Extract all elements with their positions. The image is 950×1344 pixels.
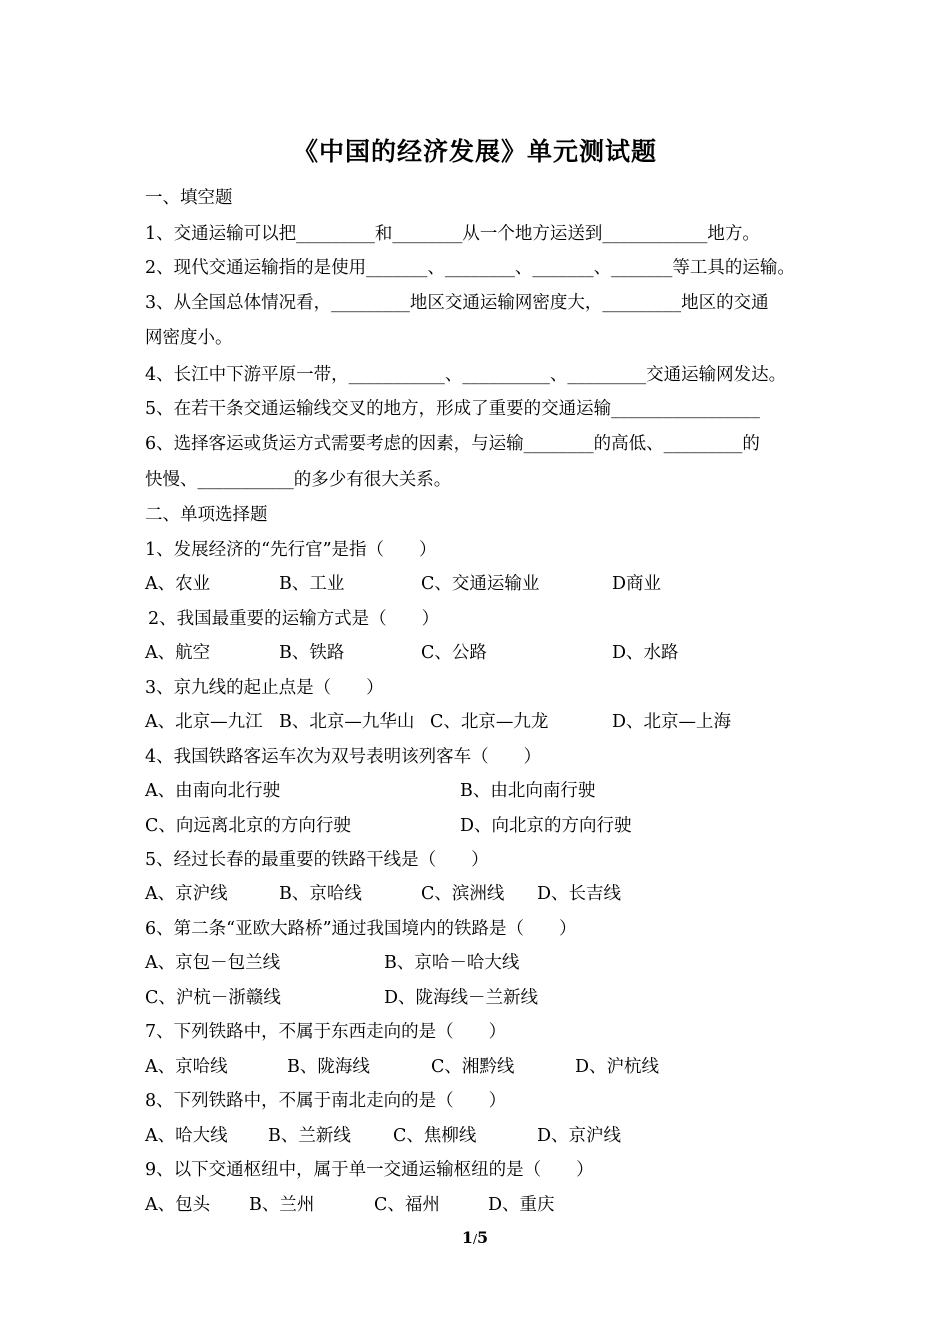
fill-blank-q3-cont: 网密度小。 — [145, 328, 233, 348]
fill-blank-q3: 3、从全国总体情况看，_________地区交通运输网密度大，_________地区的交通 — [145, 293, 769, 313]
choice-q7-option-d: D、沪杭线 — [575, 1057, 660, 1077]
choice-q4-option-c: C、向远离北京的方向行驶 — [145, 816, 351, 836]
choice-q9-option-b: B、兰州 — [249, 1195, 315, 1215]
choice-q3-option-d: D、北京—上海 — [612, 712, 732, 732]
choice-q2-stem: 2、我国最重要的运输方式是（ ） — [148, 609, 440, 629]
choice-q3-stem: 3、京九线的起止点是（ ） — [145, 678, 384, 698]
choice-q6-option-b: B、京哈－哈大线 — [384, 953, 520, 973]
page-current: 1 — [461, 1228, 473, 1247]
choice-q7-stem: 7、下列铁路中，不属于东西走向的是（ ） — [145, 1022, 507, 1042]
choice-q4-option-d: D、向北京的方向行驶 — [460, 816, 632, 836]
choice-q2-option-b: B、铁路 — [279, 643, 345, 663]
fill-blank-q6-cont: 快慢、___________的多少有很大关系。 — [145, 470, 452, 490]
choice-q6-stem: 6、第二条“亚欧大路桥”通过我国境内的铁路是（ ） — [145, 919, 577, 939]
fill-blank-q5: 5、在若干条交通运输线交叉的地方，形成了重要的交通运输_________________ — [145, 399, 760, 419]
section-heading-choice: 二、单项选择题 — [145, 505, 268, 525]
page-total: 5 — [477, 1228, 489, 1247]
fill-blank-q1: 1、交通运输可以把_________和________从一个地方运送到____________地方。 — [145, 224, 760, 244]
choice-q4-option-b: B、由北向南行驶 — [460, 781, 596, 801]
page-title: 《中国的经济发展》单元测试题 — [292, 137, 657, 166]
choice-q8-option-a: A、哈大线 — [145, 1126, 228, 1146]
choice-q6-option-d: D、陇海线－兰新线 — [384, 988, 539, 1008]
choice-q4-stem: 4、我国铁路客运车次为双号表明该列客车（ ） — [145, 747, 542, 767]
choice-q1-option-d: D商业 — [612, 574, 662, 594]
choice-q8-option-c: C、焦柳线 — [393, 1126, 477, 1146]
choice-q8-option-d: D、京沪线 — [537, 1126, 622, 1146]
choice-q3-option-c: C、北京—九龙 — [430, 712, 549, 732]
choice-q2-option-c: C、公路 — [421, 643, 487, 663]
choice-q1-stem: 1、发展经济的“先行官”是指（ ） — [145, 540, 437, 560]
choice-q8-option-b: B、兰新线 — [268, 1126, 351, 1146]
choice-q5-option-c: C、滨洲线 — [421, 884, 505, 904]
page-number — [0, 1228, 950, 1247]
choice-q9-option-a: A、包头 — [145, 1195, 211, 1215]
choice-q5-option-a: A、京沪线 — [145, 884, 228, 904]
choice-q9-stem: 9、以下交通枢纽中，属于单一交通运输枢纽的是（ ） — [145, 1160, 594, 1180]
fill-blank-q4: 4、长江中下游平原一带，___________、__________、_________交通运输网发达。 — [145, 365, 787, 385]
choice-q3-option-a: A、北京—九江 — [145, 712, 263, 732]
choice-q9-option-d: D、重庆 — [488, 1195, 555, 1215]
choice-q5-option-b: B、京哈线 — [279, 884, 362, 904]
choice-q5-option-d: D、长吉线 — [537, 884, 622, 904]
choice-q7-option-b: B、陇海线 — [287, 1057, 370, 1077]
choice-q7-option-c: C、湘黔线 — [431, 1057, 515, 1077]
choice-q4-option-a: A、由南向北行驶 — [145, 781, 281, 801]
choice-q2-option-a: A、航空 — [145, 643, 211, 663]
choice-q6-option-a: A、京包－包兰线 — [145, 953, 281, 973]
choice-q7-option-a: A、京哈线 — [145, 1057, 228, 1077]
choice-q8-stem: 8、下列铁路中，不属于南北走向的是（ ） — [145, 1091, 507, 1111]
page-separator: / — [472, 1232, 478, 1246]
section-heading-fill-blank: 一、填空题 — [145, 188, 233, 208]
choice-q2-option-d: D、水路 — [612, 643, 679, 663]
choice-q9-option-c: C、福州 — [374, 1195, 440, 1215]
choice-q6-option-c: C、沪杭－浙赣线 — [145, 988, 281, 1008]
choice-q3-option-b: B、北京—九华山 — [279, 712, 415, 732]
choice-q5-stem: 5、经过长春的最重要的铁路干线是（ ） — [145, 850, 489, 870]
fill-blank-q6: 6、选择客运或货运方式需要考虑的因素，与运输________的高低、_________的 — [145, 434, 760, 454]
choice-q1-option-a: A、农业 — [145, 574, 211, 594]
choice-q1-option-c: C、交通运输业 — [421, 574, 540, 594]
choice-q1-option-b: B、工业 — [279, 574, 345, 594]
fill-blank-q2: 2、现代交通运输指的是使用_______、________、_______、_______等工具的运输。 — [145, 258, 795, 278]
